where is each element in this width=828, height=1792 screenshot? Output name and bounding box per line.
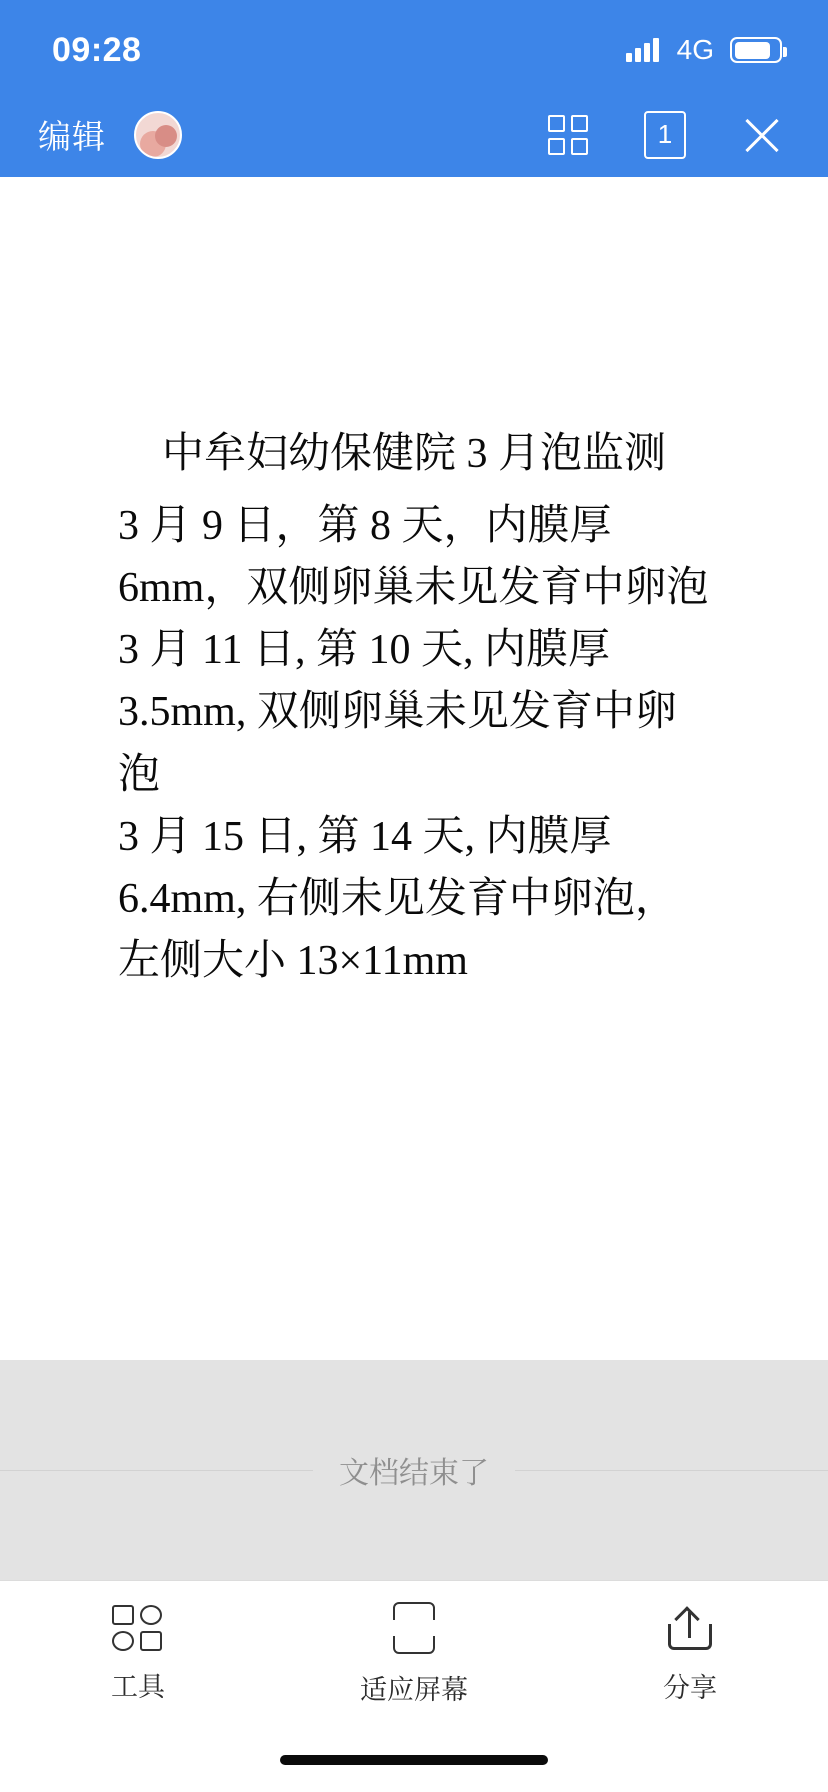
app-toolbar-left [38, 111, 182, 159]
grid-view-button[interactable] [544, 111, 592, 159]
bottom-item-share[interactable] [590, 1604, 790, 1705]
home-indicator[interactable] [280, 1755, 548, 1765]
signal-bars-icon [626, 38, 659, 62]
status-indicators [626, 26, 782, 66]
document-body [0, 485, 828, 992]
share-icon [664, 1604, 716, 1652]
app-toolbar [0, 92, 828, 177]
status-bar [0, 0, 828, 92]
bottom-item-label: 适应屏幕 [360, 1675, 468, 1705]
tools-icon [112, 1605, 164, 1651]
network-type-label: 4G [676, 34, 714, 65]
document-end-band [0, 1360, 828, 1580]
fit-screen-icon [393, 1602, 435, 1654]
bottom-item-fit-screen[interactable] [314, 1602, 514, 1707]
avatar[interactable] [134, 111, 182, 159]
battery-icon [730, 37, 782, 63]
document-paragraph: 3 月 15 日, 第 14 天, 内膜厚 6.4mm, 右侧未见发育中卵泡，左侧大小 13×11mm [118, 813, 677, 984]
document-paragraph: 3 月 9 日，第 8 天，内膜厚 6mm，双侧卵巢未见发育中卵泡 [118, 502, 709, 612]
close-icon [740, 113, 784, 157]
status-time: 09:28 [52, 30, 142, 69]
document-scroll-area[interactable] [0, 177, 828, 1580]
home-indicator-area [0, 1728, 828, 1792]
bottom-item-label: 分享 [663, 1673, 717, 1703]
bottom-item-tools[interactable] [38, 1605, 238, 1704]
grid-view-icon [548, 115, 588, 155]
bottom-toolbar [0, 1580, 828, 1728]
document-title: 中牟妇幼保健院 3 月泡监测 [161, 431, 666, 477]
close-button[interactable] [738, 111, 786, 159]
app-toolbar-right [544, 111, 786, 159]
edit-button[interactable]: 编辑 [38, 118, 106, 155]
document-page [0, 177, 828, 1312]
document-paragraph: 3 月 11 日, 第 10 天, 内膜厚 3.5mm, 双侧卵巢未见发育中卵泡 [118, 627, 677, 798]
page-number-button[interactable]: 1 [644, 111, 686, 159]
document-end-label: 文档结束了 [313, 1448, 515, 1492]
bottom-item-label: 工具 [111, 1672, 165, 1702]
